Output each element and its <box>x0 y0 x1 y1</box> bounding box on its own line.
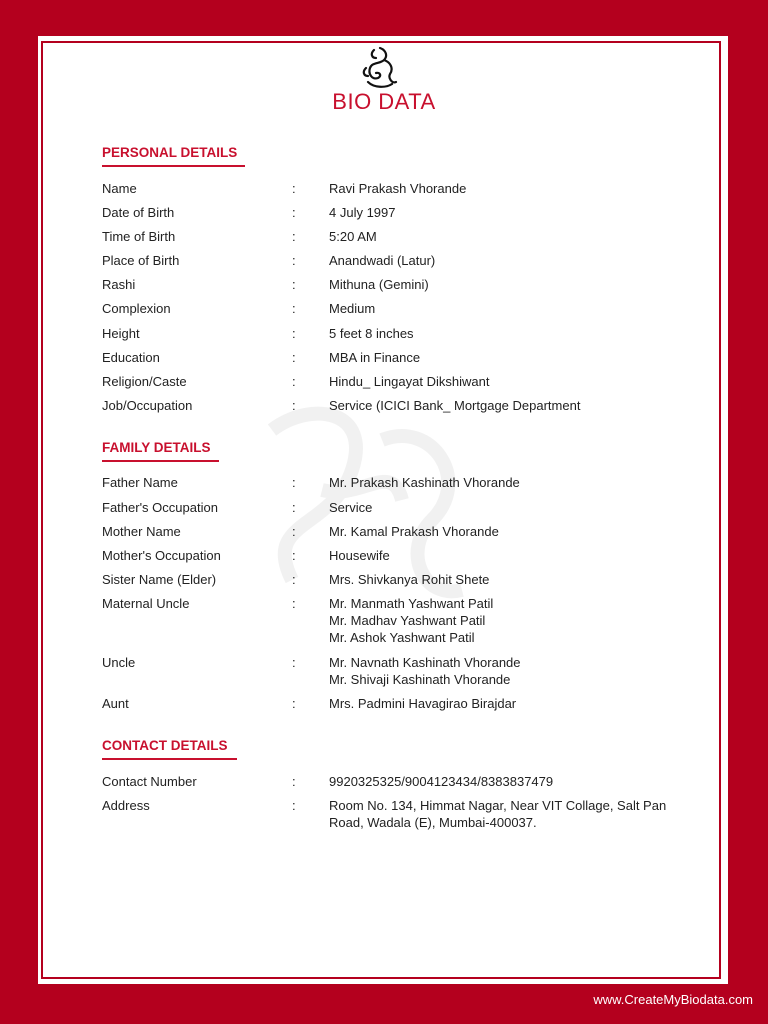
field-value-line: Mr. Madhav Yashwant Patil <box>329 613 486 628</box>
field-separator: : <box>292 205 296 220</box>
footer-website: www.CreateMyBiodata.com <box>593 992 753 1007</box>
field-value <box>329 474 674 491</box>
family-details-heading: FAMILY DETAILS <box>102 440 219 462</box>
field-value-line: Service <box>329 500 373 515</box>
field-value-line: Mr. Kamal Prakash Vhorande <box>329 524 499 539</box>
field-separator: : <box>292 596 296 611</box>
field-value-line: Mr. Shivaji Kashinath Vhorande <box>329 672 511 687</box>
field-separator: : <box>292 301 296 316</box>
field-value-line: Mr. Manmath Yashwant Patil <box>329 596 494 611</box>
field-value-line: Mr. Prakash Kashinath Vhorande <box>329 475 520 490</box>
field-label: Job/Occupation <box>102 398 193 413</box>
field-value <box>329 547 674 564</box>
field-value-line: Mr. Navnath Kashinath Vhorande <box>329 655 521 670</box>
field-separator: : <box>292 326 296 341</box>
field-label: Father Name <box>102 475 178 490</box>
field-value-line: Road, Wadala (E), Mumbai-400037. <box>329 815 537 830</box>
field-separator: : <box>292 374 296 389</box>
field-label: Sister Name (Elder) <box>102 572 217 587</box>
field-value-line: Hindu_ Lingayat Dikshiwant <box>329 374 490 389</box>
field-separator: : <box>292 696 296 711</box>
field-value-line: Mrs. Shivkanya Rohit Shete <box>329 572 490 587</box>
field-label: Time of Birth <box>102 229 176 244</box>
field-value <box>329 571 674 588</box>
field-value <box>329 325 674 342</box>
field-label: Education <box>102 350 160 365</box>
field-label: Rashi <box>102 277 136 292</box>
field-label: Place of Birth <box>102 253 180 268</box>
field-label: Mother's Occupation <box>102 548 221 563</box>
field-separator: : <box>292 277 296 292</box>
field-label: Contact Number <box>102 774 197 789</box>
field-value <box>329 523 674 540</box>
field-value <box>329 204 674 221</box>
field-label: Religion/Caste <box>102 374 187 389</box>
field-label: Height <box>102 326 140 341</box>
field-value-line: Service (ICICI Bank_ Mortgage Department <box>329 398 581 413</box>
field-label: Date of Birth <box>102 205 175 220</box>
field-value-line: 9920325325/9004123434/8383837479 <box>329 774 554 789</box>
field-value-line: Medium <box>329 301 376 316</box>
personal-details-heading: PERSONAL DETAILS <box>102 145 245 167</box>
contact-details-heading: CONTACT DETAILS <box>102 738 237 760</box>
field-value <box>329 499 674 516</box>
field-separator: : <box>292 181 296 196</box>
field-label: Complexion <box>102 301 171 316</box>
field-value-line: Mithuna (Gemini) <box>329 277 429 292</box>
field-value <box>329 397 674 414</box>
field-separator: : <box>292 548 296 563</box>
field-separator: : <box>292 798 296 813</box>
field-value-line: Anandwadi (Latur) <box>329 253 436 268</box>
field-value-line: Housewife <box>329 548 390 563</box>
ganesha-logo-icon <box>360 46 400 92</box>
field-separator: : <box>292 350 296 365</box>
field-value-line: 5:20 AM <box>329 229 377 244</box>
field-separator: : <box>292 524 296 539</box>
field-value <box>329 695 674 712</box>
field-value-line: MBA in Finance <box>329 350 421 365</box>
field-label: Mother Name <box>102 524 181 539</box>
field-label: Aunt <box>102 696 129 711</box>
field-value-line: 5 feet 8 inches <box>329 326 414 341</box>
field-value <box>329 349 674 366</box>
field-separator: : <box>292 572 296 587</box>
field-label: Name <box>102 181 137 196</box>
field-value-line: Ravi Prakash Vhorande <box>329 181 467 196</box>
field-value <box>329 180 674 197</box>
field-value-line: Mrs. Padmini Havagirao Birajdar <box>329 696 517 711</box>
field-value <box>329 654 674 688</box>
field-separator: : <box>292 253 296 268</box>
field-separator: : <box>292 475 296 490</box>
field-value <box>329 300 674 317</box>
field-label: Address <box>102 798 150 813</box>
field-label: Maternal Uncle <box>102 596 190 611</box>
field-separator: : <box>292 500 296 515</box>
field-value <box>329 276 674 293</box>
field-value-line: Room No. 134, Himmat Nagar, Near VIT Collage, Salt Pan <box>329 798 667 813</box>
field-separator: : <box>292 398 296 413</box>
field-value-line: Mr. Ashok Yashwant Patil <box>329 630 475 645</box>
field-value <box>329 773 674 790</box>
field-label: Uncle <box>102 655 136 670</box>
field-separator: : <box>292 229 296 244</box>
field-value <box>329 228 674 245</box>
field-value-line: 4 July 1997 <box>329 205 396 220</box>
field-value <box>329 373 674 390</box>
field-value <box>329 595 674 646</box>
field-value <box>329 252 674 269</box>
field-value <box>329 797 674 831</box>
field-separator: : <box>292 774 296 789</box>
page-title: BIO DATA <box>332 89 436 114</box>
field-label: Father's Occupation <box>102 500 218 515</box>
field-separator: : <box>292 655 296 670</box>
